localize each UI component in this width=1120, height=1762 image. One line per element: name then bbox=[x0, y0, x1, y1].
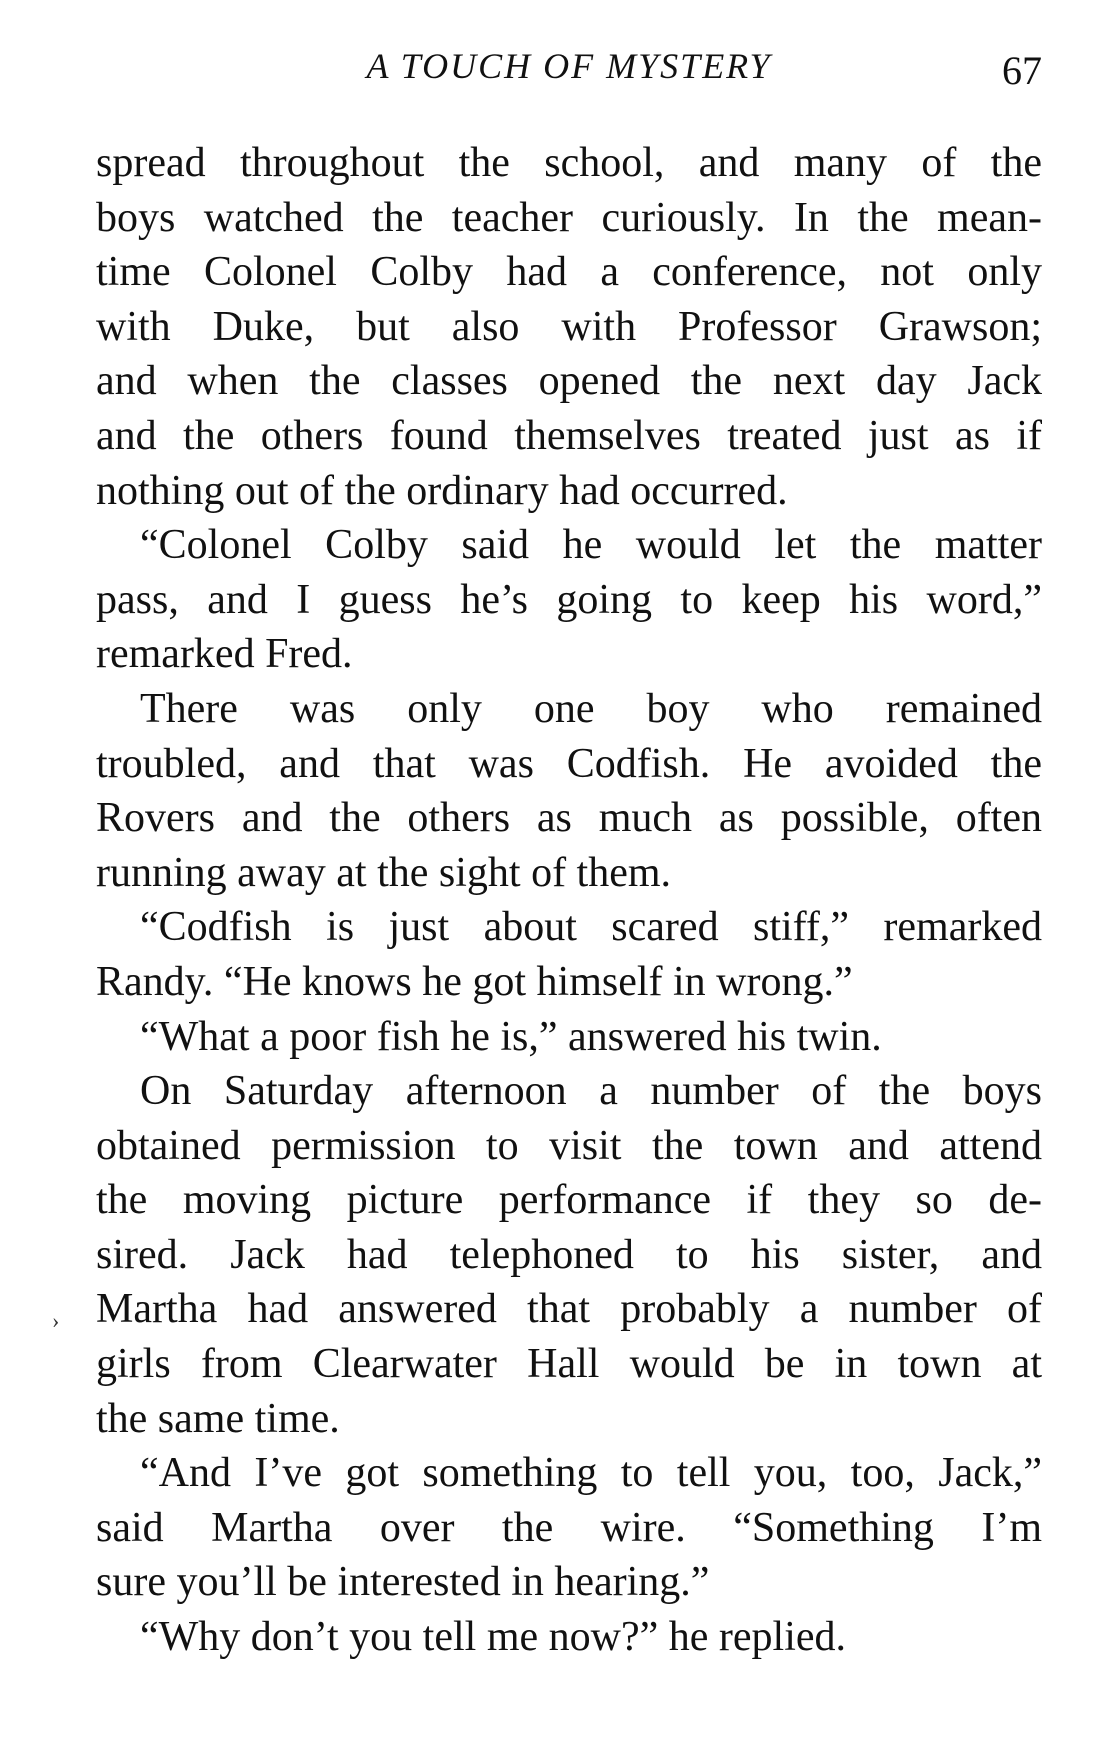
text-line: remarked Fred. bbox=[96, 631, 353, 678]
text-line: troubled, and that was Codfish. He avoided the bbox=[96, 740, 1042, 787]
text-line: “What a poor fish he is,” answered his twin. bbox=[140, 1013, 882, 1060]
text-line: On Saturday afternoon a number of the boys bbox=[140, 1068, 1042, 1115]
text-line: girls from Clearwater Hall would be in town at bbox=[96, 1341, 1042, 1388]
running-head bbox=[96, 44, 1042, 104]
text-line: pass, and I guess he’s going to keep his word,” bbox=[96, 576, 1042, 623]
text-line: “Colonel Colby said he would let the matter bbox=[140, 522, 1042, 569]
text-line: and the others found themselves treated just as if bbox=[96, 412, 1042, 459]
text-line: obtained permission to visit the town and attend bbox=[96, 1122, 1042, 1169]
running-title: A TOUCH OF MYSTERY bbox=[366, 46, 772, 86]
text-line: There was only one boy who remained bbox=[140, 685, 1042, 732]
page-number: 67 bbox=[1002, 48, 1042, 93]
text-line: and when the classes opened the next day Jack bbox=[96, 358, 1042, 405]
text-line: “Codfish is just about scared stiff,” remarked bbox=[140, 904, 1042, 951]
text-line: the same time. bbox=[96, 1395, 340, 1442]
body-text bbox=[96, 136, 1042, 1665]
text-line: with Duke, but also with Professor Grawson; bbox=[96, 303, 1042, 350]
text-line: nothing out of the ordinary had occurred. bbox=[96, 467, 788, 514]
text-line: said Martha over the wire. “Something I’m bbox=[96, 1504, 1042, 1551]
text-line: running away at the sight of them. bbox=[96, 849, 672, 896]
text-line: Martha had answered that probably a number of bbox=[96, 1286, 1042, 1333]
text-line: sired. Jack had telephoned to his sister, and bbox=[96, 1231, 1042, 1278]
text-line: “And I’ve got something to tell you, too, Jack,” bbox=[140, 1450, 1042, 1497]
text-line: “Why don’t you tell me now?” he replied. bbox=[140, 1614, 847, 1661]
text-line: Rovers and the others as much as possible, often bbox=[96, 795, 1042, 842]
text-line: sure you’ll be interested in hearing.” bbox=[96, 1559, 710, 1606]
text-line: boys watched the teacher curiously. In the mean- bbox=[96, 194, 1042, 241]
text-line: spread throughout the school, and many of the bbox=[96, 140, 1042, 186]
text-line: the moving picture performance if they so de- bbox=[96, 1177, 1042, 1224]
text-line: time Colonel Colby had a conference, not only bbox=[96, 249, 1042, 296]
text-line: Randy. “He knows he got himself in wrong.” bbox=[96, 958, 853, 1005]
margin-mark-icon: › bbox=[52, 1308, 60, 1333]
